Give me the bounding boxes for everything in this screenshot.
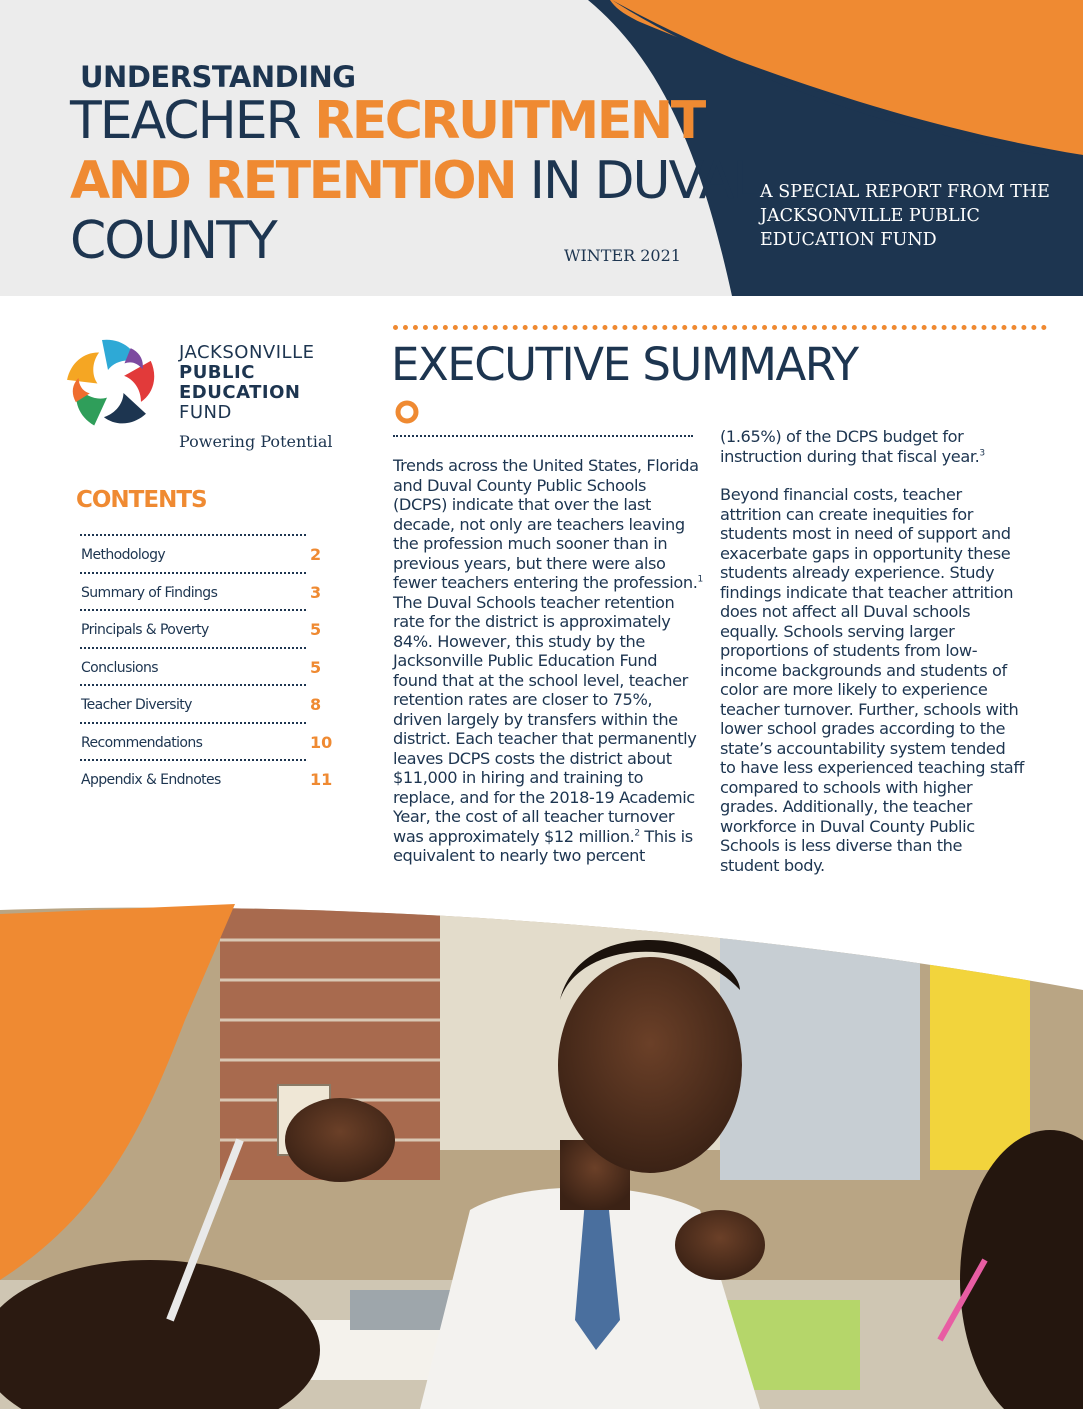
report-header bbox=[0, 0, 1083, 296]
orange-dotted-divider bbox=[393, 325, 1047, 330]
summary-column-right bbox=[720, 427, 1025, 875]
report-season: WINTER 2021 bbox=[564, 246, 681, 265]
classroom-photo bbox=[0, 880, 1083, 1409]
toc-item-page: 2 bbox=[310, 545, 322, 564]
toc-item-label: Teacher Diversity bbox=[81, 697, 192, 713]
toc-item-page: 10 bbox=[310, 732, 333, 752]
toc-item-page: 5 bbox=[310, 620, 322, 639]
toc-item-teacher-diversity[interactable] bbox=[80, 678, 330, 716]
summary-paragraph-1: Trends across the United States, Florida and Duval County Public Schools (DCPS) indicate that over the last decade, not only are teachers leaving the profession much sooner than in previous years, but there were also fewer teachers entering the profession.$^1$ The Duval Schools teacher retention rate for the district is approximately 84%. However, this study by the Jacksonville Public Education Fund found that at the school level, teacher retention rates are closer to 75%, driven largely by transfers within the district. Each teacher that permanently leaves DCPS costs the district about $11,000 in hiring and training to replace, and for the 2018-19 Academic Year, the cost of all teacher turnover was approximately $12 million.$^2$ This is equivalent to nearly two percent bbox=[393, 456, 703, 865]
toc-item-label: Conclusions bbox=[81, 659, 158, 676]
toc-item-page: 5 bbox=[310, 657, 322, 677]
jpef-star-logo-icon bbox=[64, 336, 160, 432]
toc-item-conclusions[interactable] bbox=[80, 641, 330, 679]
toc-item-principals-poverty[interactable] bbox=[80, 603, 330, 641]
table-of-contents bbox=[80, 528, 333, 791]
executive-summary-heading: EXECUTIVE SUMMARY bbox=[391, 338, 858, 391]
toc-item-label: Summary of Findings bbox=[81, 584, 218, 601]
toc-item-page: 8 bbox=[310, 695, 322, 714]
footnote-marker[interactable]: 1 bbox=[697, 574, 703, 585]
toc-item-methodology[interactable] bbox=[80, 528, 330, 566]
summary-paragraph-2: Beyond financial costs, teacher attrition can create inequities for students most in need of support and exacerbate gaps in opportunity these students already experience. Study findings indicate that teacher attrition does not affect all Duval schools equally. Schools serving larger proportions of students from low-income backgrounds and students of color are more likely to experience teacher turnover. Further, schools with lower school grades according to the state’s accountability system tended to have less experienced teaching staff compared to schools with higher grades. Additionally, the teacher workforce in Duval County Public Schools is less diverse than the student body. bbox=[720, 485, 1024, 875]
toc-item-label: Appendix & Endnotes bbox=[81, 772, 221, 788]
toc-item-page: 3 bbox=[310, 582, 322, 602]
toc-item-recommendations[interactable] bbox=[80, 716, 333, 754]
summary-paragraph-1-continued: (1.65%) of the DCPS budget for instruction during that fiscal year.$^3$ bbox=[720, 427, 985, 466]
toc-item-appendix-endnotes[interactable] bbox=[80, 753, 333, 791]
report-title-line-3: COUNTY bbox=[70, 211, 276, 271]
organization-name: JACKSONVILLE PUBLIC EDUCATION FUND bbox=[179, 342, 315, 423]
toc-item-label: Methodology bbox=[81, 547, 166, 563]
footnote-marker[interactable]: 3 bbox=[979, 448, 985, 459]
footnote-marker[interactable]: 2 bbox=[634, 828, 640, 839]
report-title-line-1: TEACHER RECRUITMENT bbox=[70, 91, 704, 151]
toc-item-label: Recommendations bbox=[81, 734, 203, 751]
orange-ring-icon bbox=[394, 399, 420, 425]
toc-item-page: 11 bbox=[310, 770, 333, 789]
special-report-note: A SPECIAL REPORT FROM THE JACKSONVILLE PUBLIC EDUCATION FUND bbox=[760, 182, 1050, 250]
organization-tagline: Powering Potential bbox=[179, 432, 333, 451]
summary-column-left bbox=[393, 456, 703, 866]
navy-dotted-divider bbox=[393, 435, 693, 437]
toc-item-summary-of-findings[interactable] bbox=[80, 566, 330, 604]
toc-item-label: Principals & Poverty bbox=[81, 622, 209, 638]
report-kicker: UNDERSTANDING bbox=[80, 60, 356, 94]
contents-heading: CONTENTS bbox=[76, 487, 207, 513]
report-title-line-2: AND RETENTION IN DUVAL bbox=[70, 151, 760, 211]
